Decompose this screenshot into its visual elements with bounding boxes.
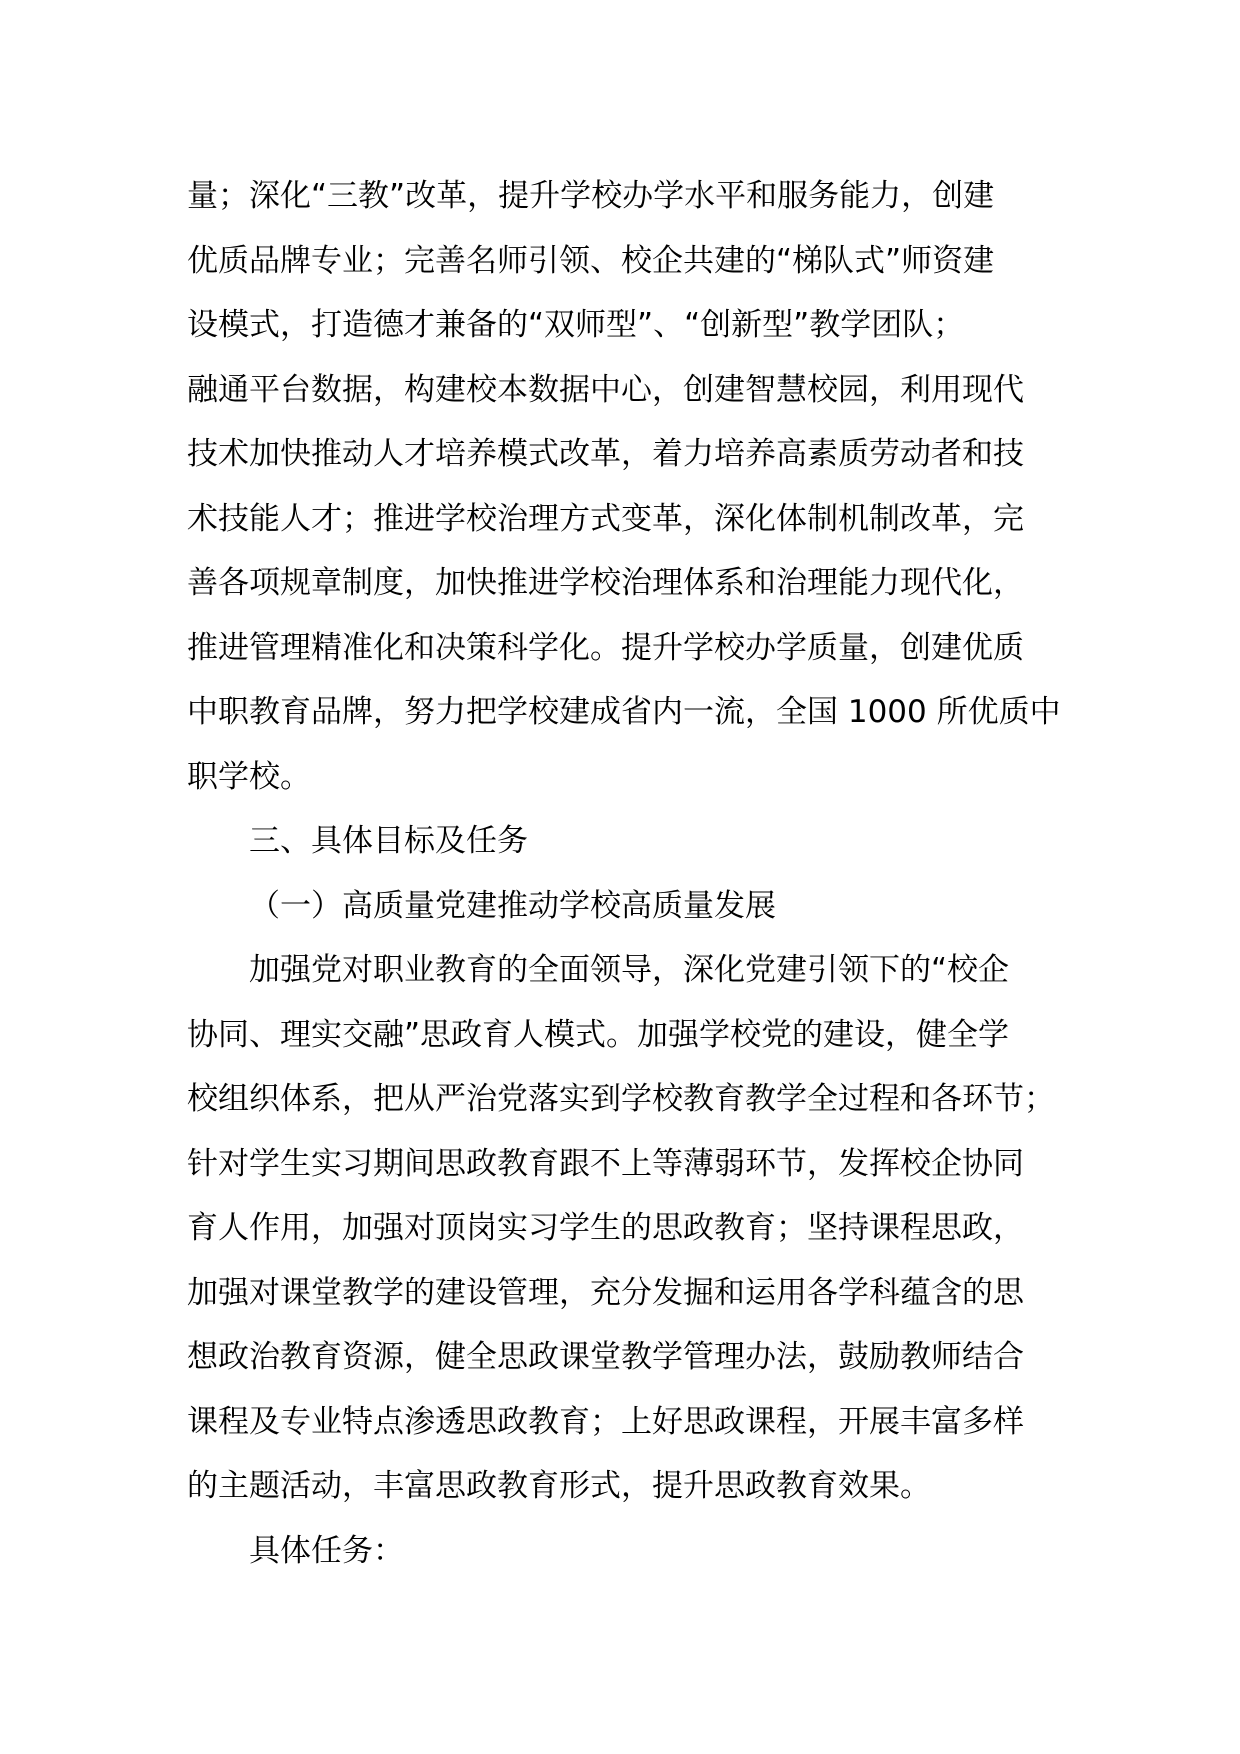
paragraph-line: 中职教育品牌，努力把学校建成省内一流，全国 1000 所优质中	[187, 694, 1061, 730]
subsection-heading: （一）高质量党建推动学校高质量发展	[249, 888, 776, 924]
paragraph-line: 针对学生实习期间思政教育跟不上等薄弱环节，发挥校企协同	[187, 1146, 1024, 1182]
section-heading: 三、具体目标及任务	[249, 823, 528, 859]
paragraph-line: 推进管理精准化和决策科学化。提升学校办学质量，创建优质	[187, 630, 1024, 666]
task-heading: 具体任务：	[249, 1533, 404, 1569]
paragraph-line: 融通平台数据，构建校本数据中心，创建智慧校园，利用现代	[187, 372, 1024, 408]
paragraph-line: 校组织体系，把从严治党落实到学校教育教学全过程和各环节；	[187, 1081, 1055, 1117]
paragraph-line: 加强对课堂教学的建设管理，充分发掘和运用各学科蕴含的思	[187, 1275, 1024, 1311]
paragraph-line: 协同、理实交融”思政育人模式。加强学校党的建设，健全学	[187, 1017, 1010, 1053]
paragraph-line: 量；深化“三教”改革，提升学校办学水平和服务能力，创建	[187, 178, 995, 214]
paragraph-line: 设模式，打造德才兼备的“双师型”、“创新型”教学团队；	[187, 307, 965, 343]
paragraph-line: 术技能人才；推进学校治理方式变革，深化体制机制改革，完	[187, 501, 1024, 537]
paragraph-line: 加强党对职业教育的全面领导，深化党建引领下的“校企	[249, 952, 1010, 988]
paragraph-line: 课程及专业特点渗透思政教育；上好思政课程，开展丰富多样	[187, 1404, 1024, 1440]
paragraph-line: 的主题活动，丰富思政教育形式，提升思政教育效果。	[187, 1468, 931, 1504]
paragraph-line: 技术加快推动人才培养模式改革，着力培养高素质劳动者和技	[187, 436, 1024, 472]
paragraph-line: 优质品牌专业；完善名师引领、校企共建的“梯队式”师资建	[187, 243, 995, 279]
paragraph-line: 想政治教育资源，健全思政课堂教学管理办法，鼓励教师结合	[187, 1339, 1024, 1375]
paragraph-line: 职学校。	[187, 759, 311, 795]
paragraph-line: 育人作用，加强对顶岗实习学生的思政教育；坚持课程思政，	[187, 1210, 1024, 1246]
paragraph-line: 善各项规章制度，加快推进学校治理体系和治理能力现代化，	[187, 565, 1024, 601]
